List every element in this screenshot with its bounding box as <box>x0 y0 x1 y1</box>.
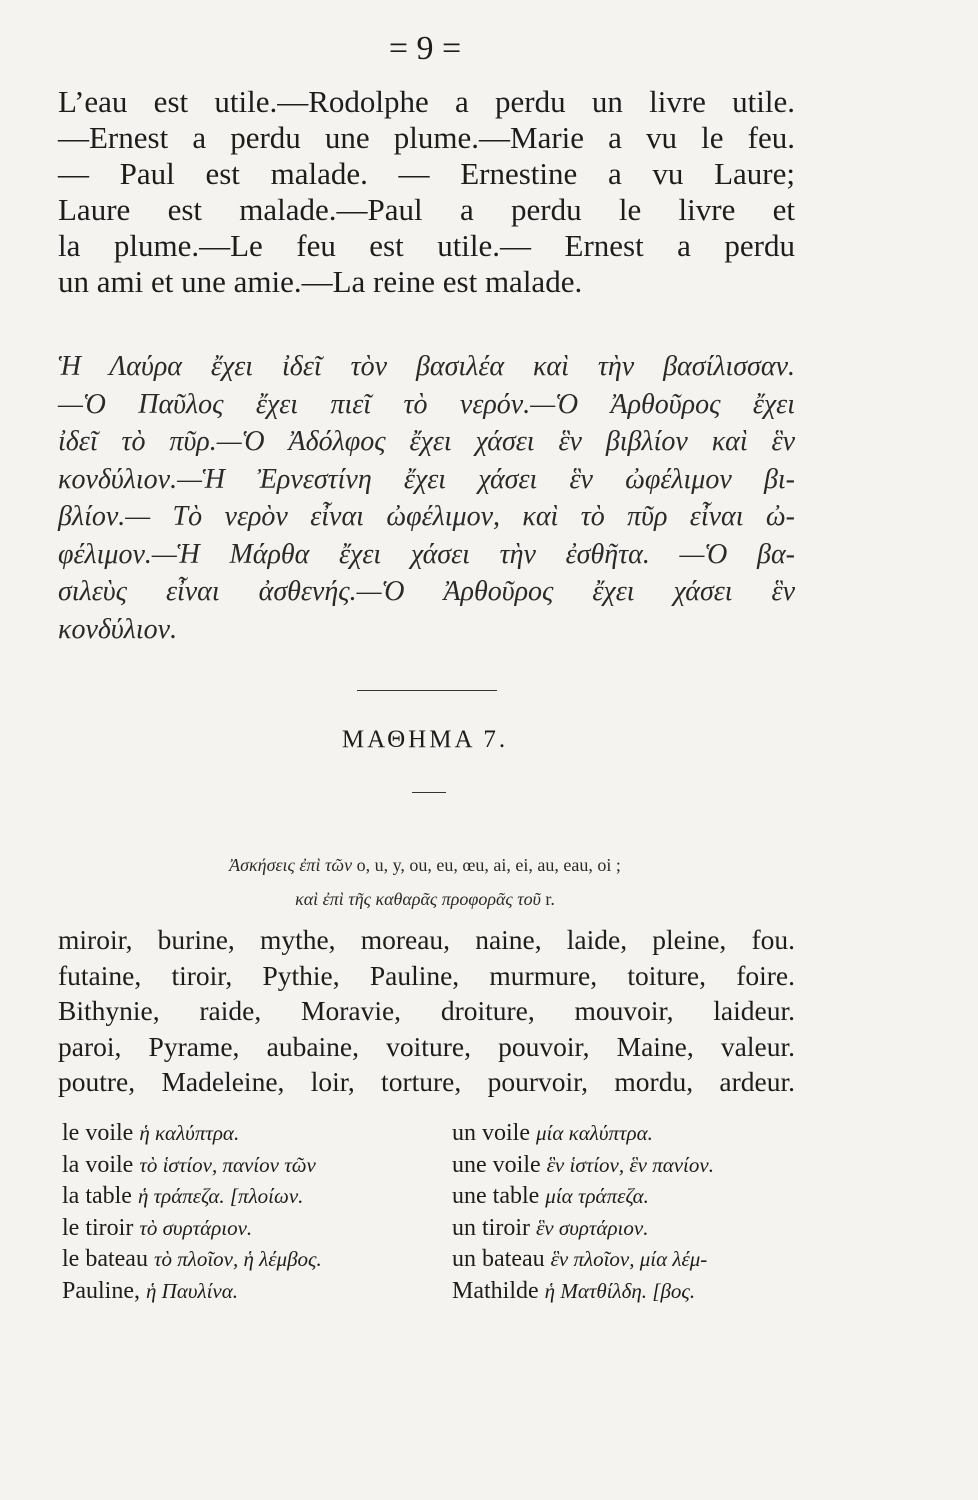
text-line: un ami et une amie.—La reine est malade. <box>58 264 583 299</box>
vocab-entry <box>452 1118 797 1150</box>
section-divider <box>357 690 497 691</box>
vocab-french: le bateau <box>62 1246 148 1272</box>
vocab-entry <box>62 1276 442 1308</box>
vocab-column-right <box>452 1118 797 1307</box>
vocab-french: un voile <box>452 1120 530 1146</box>
text-line: — Paul est malade. — Ernestine a vu Laure; <box>58 156 795 191</box>
french-paragraph <box>58 84 795 300</box>
exercise-sounds: o, u, y, ou, eu, œu, ai, ei, au, eau, oi ; <box>356 855 621 875</box>
text-line: κονδύλιον. <box>58 613 178 645</box>
vocab-french: le voile <box>62 1120 134 1146</box>
vocab-entry <box>452 1181 797 1213</box>
word-list <box>58 922 795 1100</box>
vocab-french: un bateau <box>452 1246 545 1272</box>
text-line: σιλεὺς εἶναι ἀσθενής.—Ὁ Ἀρθοῦρος ἔχει χάσει ἓν <box>58 576 795 607</box>
vocab-greek: τὸ πλοῖον, ἡ λέμβος. <box>153 1247 322 1271</box>
word-line: futaine, tiroir, Pythie, Pauline, murmure, toiture, foire. <box>58 959 795 991</box>
vocab-entry <box>452 1150 797 1182</box>
text-line: —Ernest a perdu une plume.—Marie a vu le feu. <box>58 120 795 155</box>
greek-paragraph <box>58 348 795 648</box>
text-line: ἰδεῖ τὸ πῦρ.—Ὁ Ἀδόλφος ἔχει χάσει ἓν βιβλίον καὶ ἓν <box>58 426 795 457</box>
vocab-greek: ἡ Ματθίλδη. [βος. <box>544 1278 696 1303</box>
text-line: κονδύλιον.—Ἡ Ἐρνεστίνη ἔχει χάσει ἓν ὠφέλιμον βι- <box>58 463 795 495</box>
vocab-entry <box>62 1213 442 1245</box>
page-number: = 9 = <box>388 30 462 67</box>
word-line: Bithynie, raide, Moravie, droiture, mouvoir, laideur. <box>58 995 795 1026</box>
lesson-heading: ΜΑΘΗΜΑ 7. <box>341 726 509 753</box>
vocab-greek: ἓν ἱστίον, ἓν πανίον. <box>546 1152 714 1177</box>
vocab-greek: τὸ συρτάριον. <box>139 1215 253 1240</box>
word-line: paroi, Pyrame, aubaine, voiture, pouvoir, Maine, valeur. <box>58 1030 795 1062</box>
heading-underline <box>412 792 446 793</box>
vocab-french: Mathilde <box>452 1277 539 1304</box>
text-line: βλίον.— Τὸ νερὸν εἶναι ὠφέλιμον, καὶ τὸ πῦρ εἶναι ὠ- <box>58 501 795 532</box>
exercise-greek-text: καὶ ἐπὶ τῆς καθαρᾶς προφορᾶς τοῦ <box>295 889 541 909</box>
vocab-entry <box>62 1244 442 1276</box>
vocab-entry <box>452 1213 797 1245</box>
vocab-greek: ἡ τράπεζα. [πλοίων. <box>137 1184 304 1208</box>
vocab-entry <box>62 1118 442 1150</box>
exercise-note <box>0 848 850 916</box>
vocab-greek: ἡ καλύπτρα. <box>139 1121 240 1145</box>
word-line: miroir, burine, mythe, moreau, naine, laide, pleine, fou. <box>58 924 795 955</box>
text-line: L’eau est utile.—Rodolphe a perdu un livre utile. <box>58 84 795 119</box>
exercise-note-line-2 <box>0 882 850 916</box>
exercise-letter: r. <box>545 889 555 909</box>
vocab-entry <box>62 1150 442 1182</box>
exercise-greek-text: Ἀσκήσεις ἐπὶ τῶν <box>229 855 353 875</box>
word-line: poutre, Madeleine, loir, torture, pourvoir, mordu, ardeur. <box>58 1066 795 1097</box>
vocab-greek: μία καλύπτρα. <box>536 1121 653 1145</box>
vocab-greek: ἓν πλοῖον, μία λέμ- <box>550 1247 708 1271</box>
text-line: —Ὁ Παῦλος ἔχει πιεῖ τὸ νερόν.—Ὁ Ἀρθοῦρος ἔχει <box>58 388 795 420</box>
vocab-entry <box>452 1244 797 1276</box>
exercise-note-line-1 <box>0 848 850 882</box>
vocab-french: une voile <box>452 1151 541 1178</box>
vocab-french: une table <box>452 1183 540 1209</box>
vocab-greek: ἡ Παυλίνα. <box>146 1278 239 1303</box>
vocab-entry <box>452 1276 797 1308</box>
vocab-greek: ἓν συρτάριον. <box>536 1215 649 1240</box>
vocab-entry <box>62 1181 442 1213</box>
vocab-french: la table <box>62 1183 132 1209</box>
text-line: la plume.—Le feu est utile.— Ernest a perdu <box>58 228 795 263</box>
text-line: Laure est malade.—Paul a perdu le livre et <box>58 192 795 227</box>
vocab-greek: τὸ ἱστίον, πανίον τῶν <box>139 1152 316 1177</box>
vocab-french: Pauline, <box>62 1277 140 1304</box>
text-line: φέλιμον.—Ἡ Μάρθα ἔχει χάσει τὴν ἐσθῆτα. —Ὁ βα- <box>58 538 795 570</box>
text-line: Ἡ Λαύρα ἔχει ἰδεῖ τὸν βασιλέα καὶ τὴν βασίλισσαν. <box>58 351 795 382</box>
vocab-column-left <box>62 1118 442 1307</box>
vocab-french: un tiroir <box>452 1214 530 1241</box>
vocab-french: la voile <box>62 1151 134 1178</box>
vocab-french: le tiroir <box>62 1214 134 1241</box>
vocab-greek: μία τράπεζα. <box>545 1184 649 1208</box>
